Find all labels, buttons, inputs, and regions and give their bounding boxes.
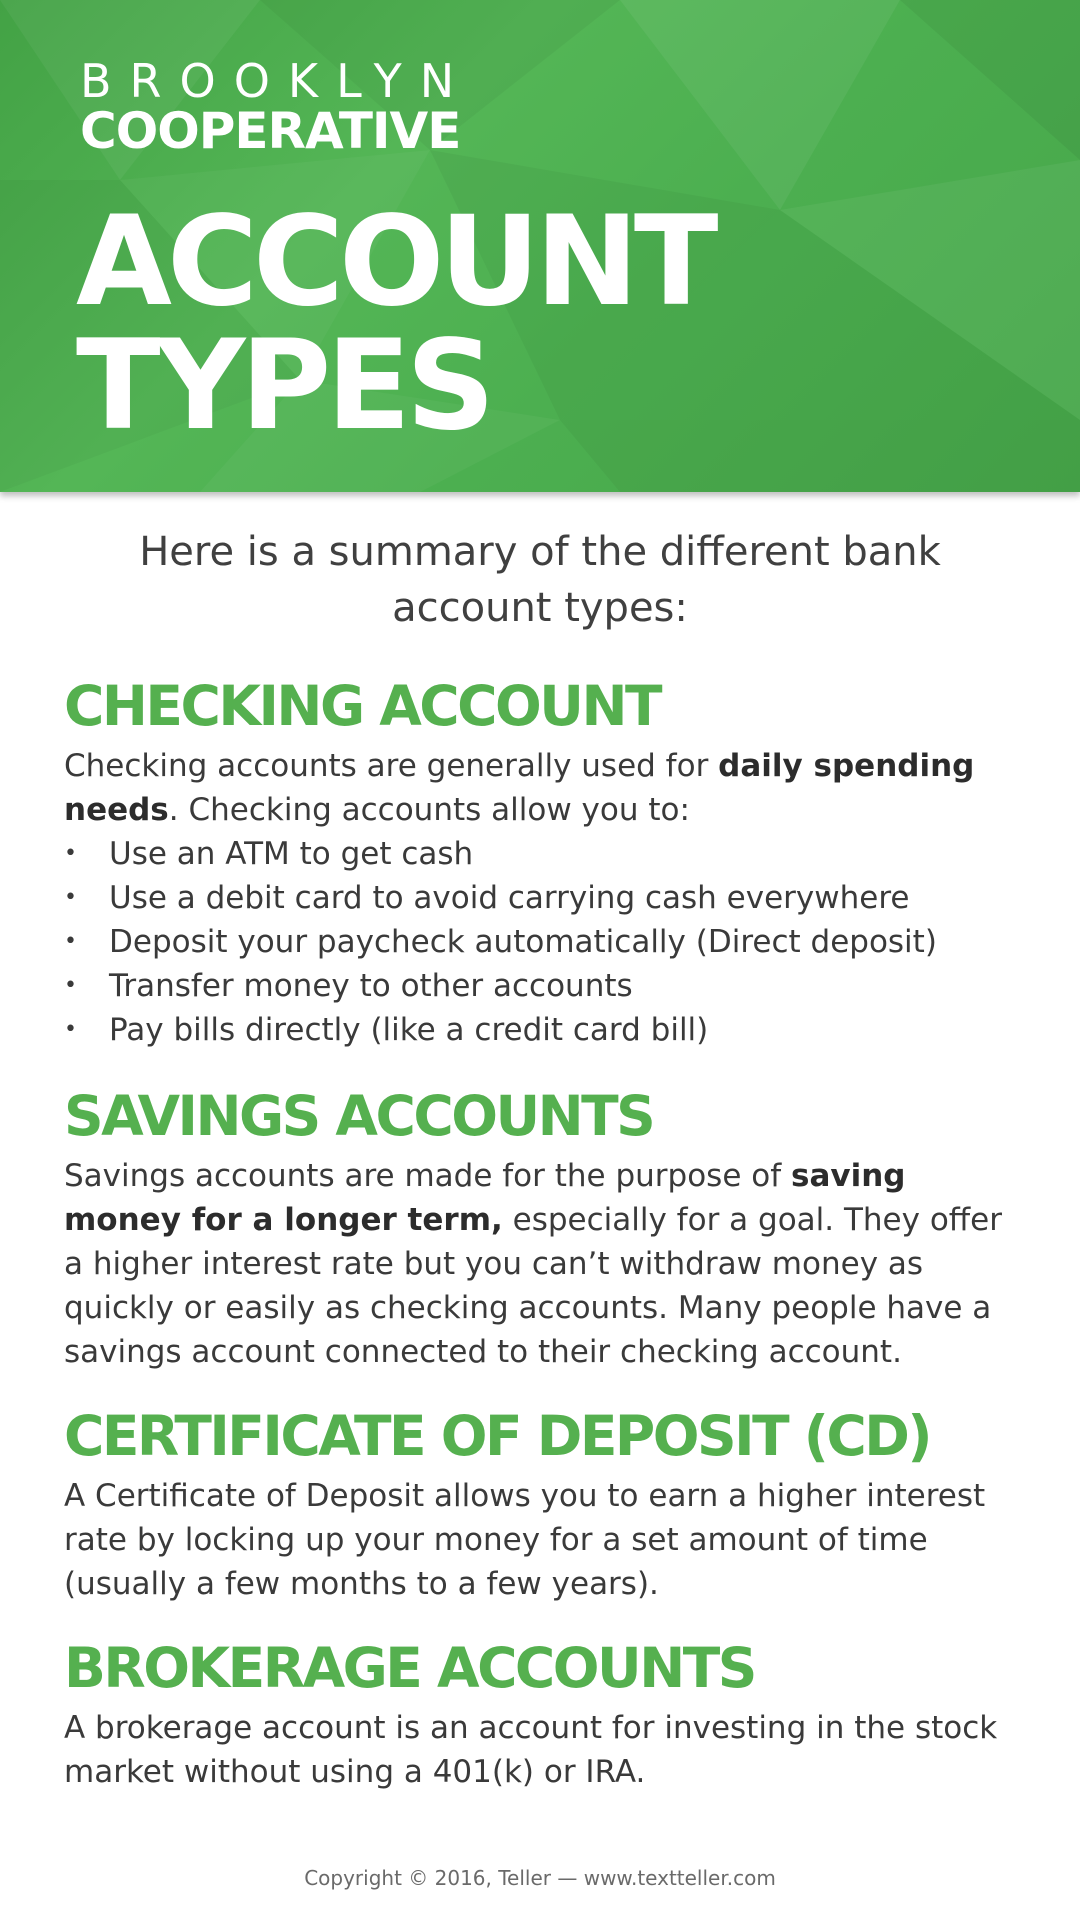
section-cd (64, 1406, 1024, 1606)
section-savings (64, 1086, 1024, 1374)
list-item: • Use an ATM to get cash (64, 832, 1024, 876)
checking-text-before: Checking accounts are generally used for (64, 748, 719, 784)
page-title-line-2: TYPES (76, 314, 491, 458)
section-heading-brokerage: BROKERAGE ACCOUNTS (64, 1636, 755, 1700)
checking-text-after: . Checking accounts allow you to: (168, 792, 690, 828)
section-checking (64, 676, 1024, 1052)
section-heading-checking: CHECKING ACCOUNT (64, 674, 660, 738)
checking-text-bold: daily spending needs (64, 748, 975, 828)
section-heading-savings: SAVINGS ACCOUNTS (64, 1084, 654, 1148)
list-item: • Deposit your paycheck automatically (Direct deposit) (64, 920, 1024, 964)
savings-text-after: especially for a goal. They offer a higher interest rate but you can’t withdraw money as quickly or easily as checking accounts. Many people have a savings account connected to their checking account. (64, 1202, 1002, 1370)
page-title (76, 190, 714, 458)
list-item: • Transfer money to other accounts (64, 964, 1024, 1008)
footer-copyright: Copyright © 2016, Teller — www.textteller.com (304, 1866, 776, 1890)
section-heading-cd: CERTIFICATE OF DEPOSIT (CD) (64, 1404, 931, 1468)
savings-text-before: Savings accounts are made for the purpose of (64, 1158, 791, 1194)
list-item: • Pay bills directly (like a credit card bill) (64, 1008, 1024, 1052)
brand-name-bottom: COOPERATIVE (80, 102, 461, 160)
list-item: • Use a debit card to avoid carrying cash everywhere (64, 876, 1024, 920)
checking-description (64, 744, 1024, 832)
intro-text: Here is a summary of the different bank account types: (139, 529, 941, 631)
checking-bullet-list (64, 832, 1024, 1052)
brand-name-top: BROOKLYN (80, 54, 473, 108)
brokerage-description: A brokerage account is an account for investing in the stock market without using a 401(k) or IRA. (64, 1710, 998, 1790)
cd-description: A Certificate of Deposit allows you to earn a higher interest rate by locking up your money for a set amount of time (usually a few months to a few years). (64, 1478, 986, 1602)
header-banner (0, 0, 1080, 492)
savings-description (64, 1154, 1024, 1374)
savings-text-bold: saving money for a longer term, (64, 1158, 906, 1238)
section-brokerage (64, 1638, 1024, 1794)
page-title-line-1: ACCOUNT (76, 190, 714, 334)
